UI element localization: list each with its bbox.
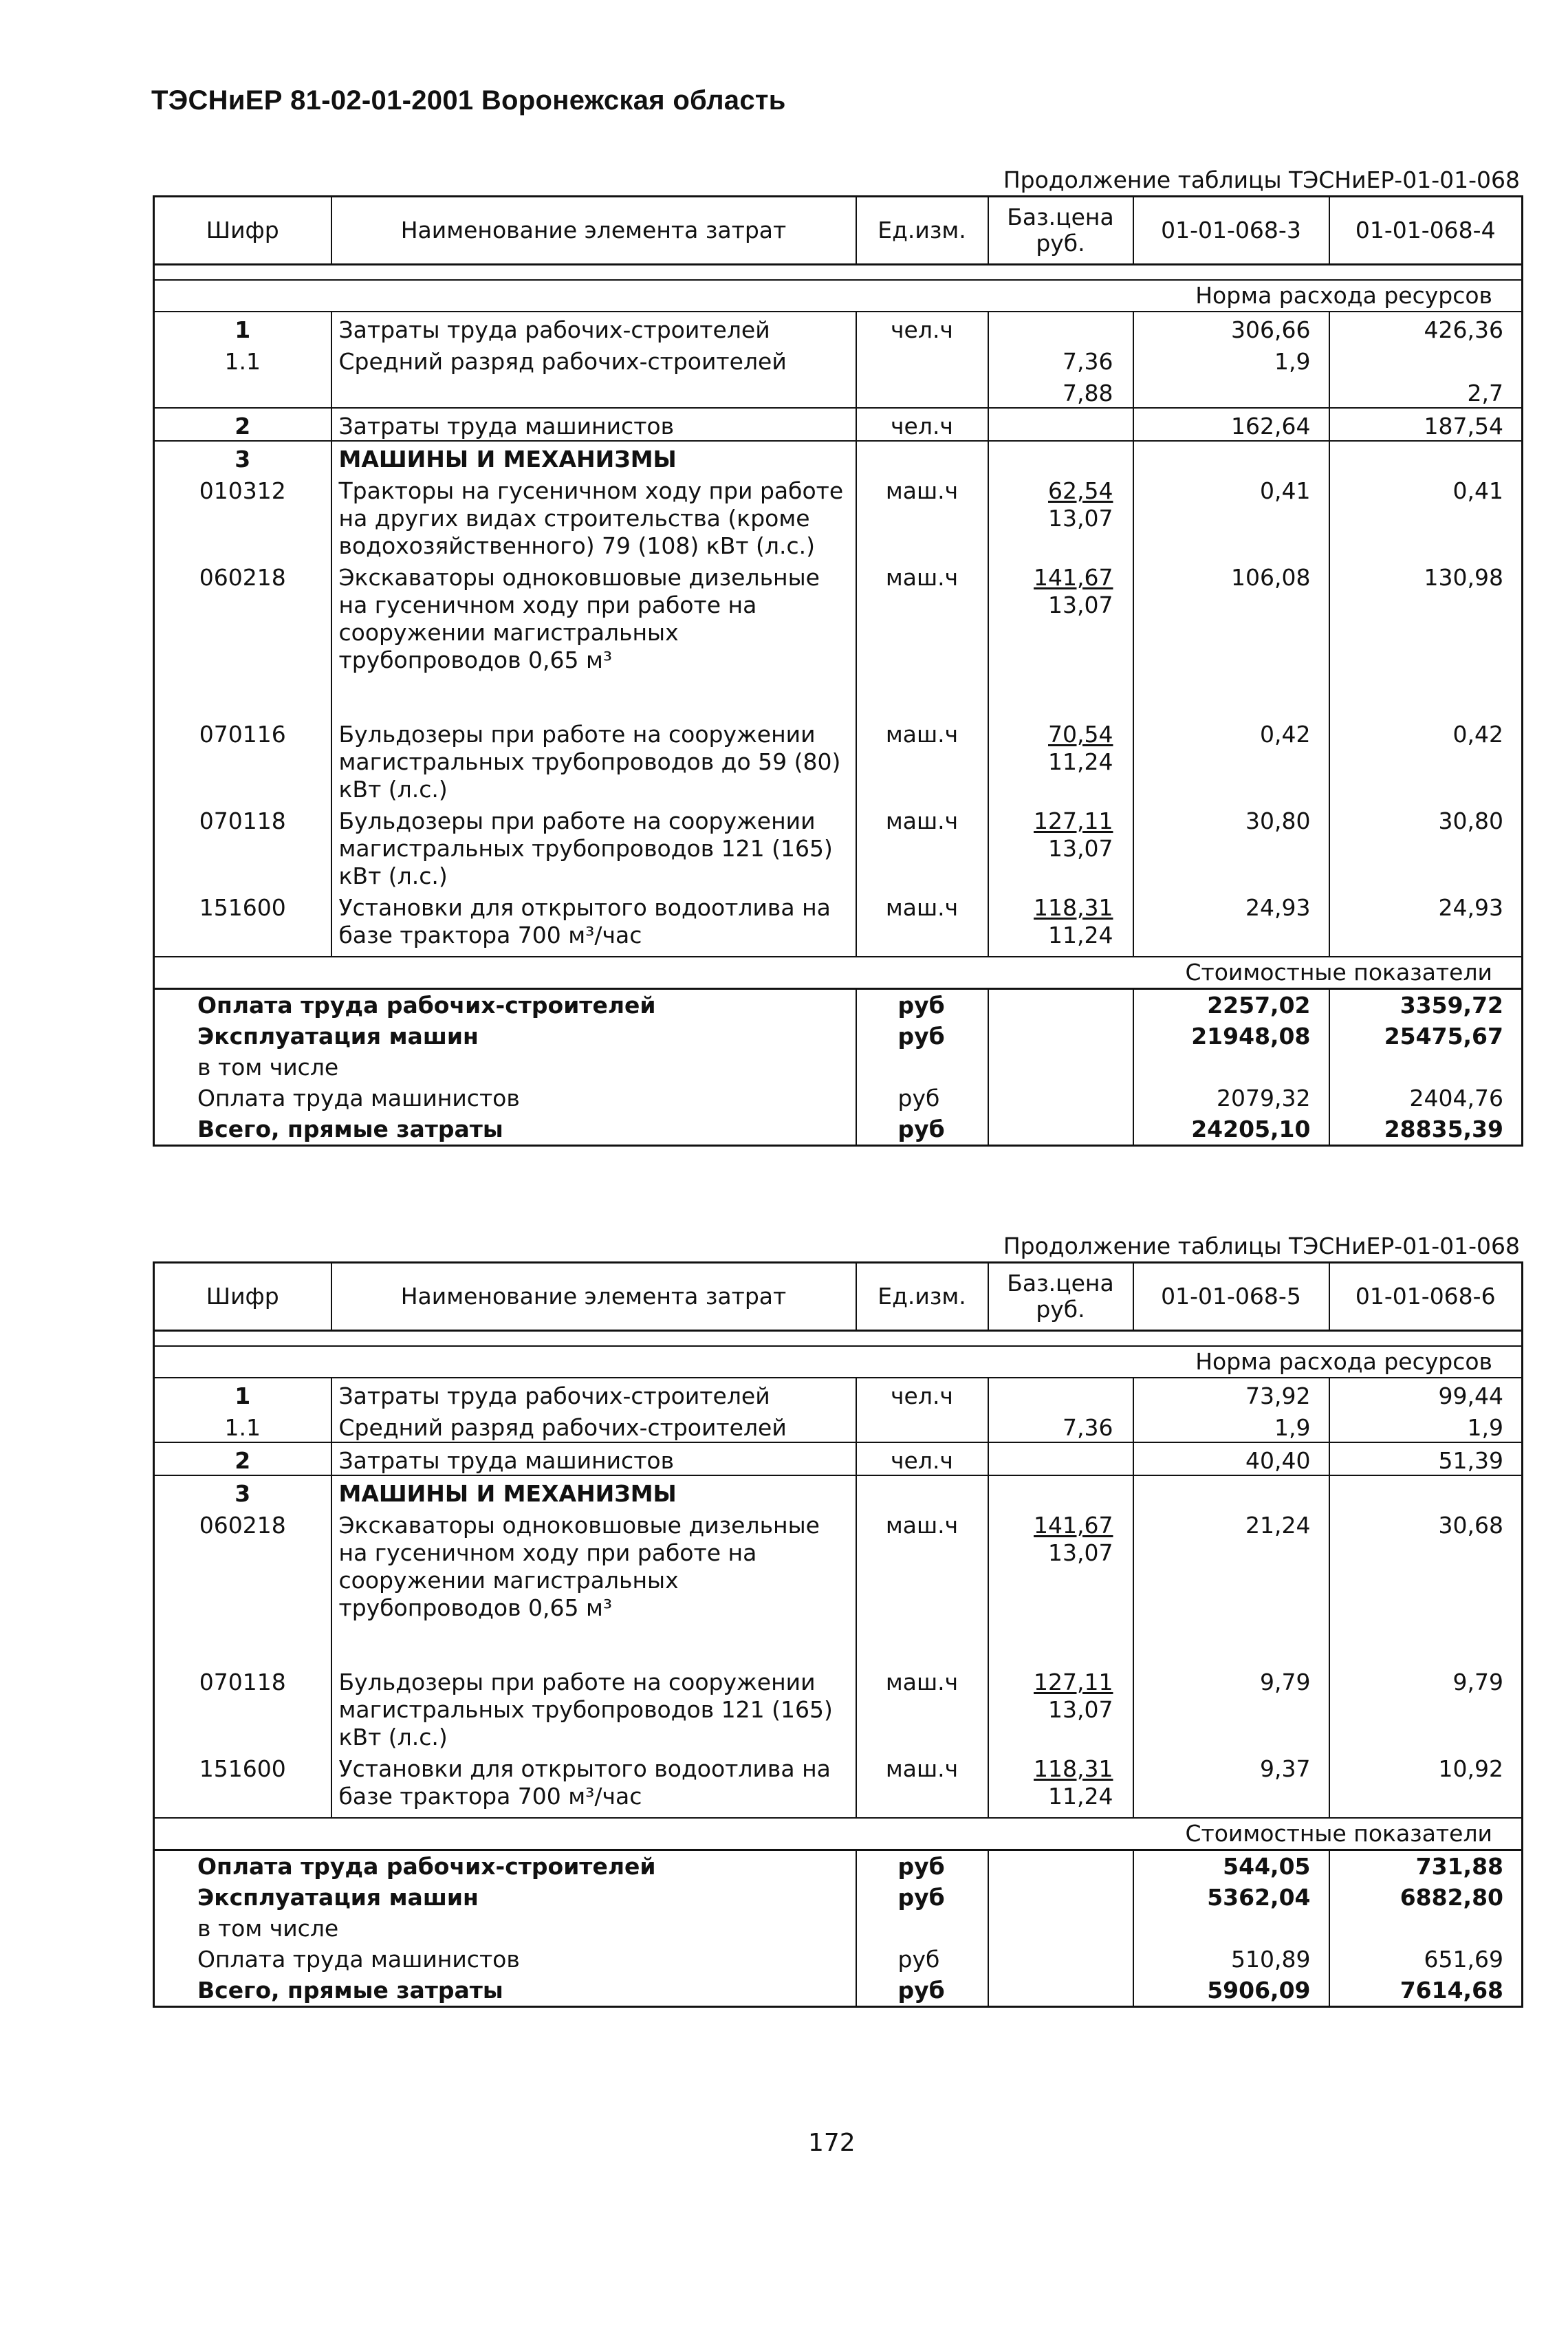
resource-norm-b: 1,9	[1329, 1410, 1523, 1442]
header-column-b: 01-01-068-4	[1329, 197, 1523, 265]
document-title: ТЭСНиЕР 81-02-01-2001 Воронежская область	[151, 85, 786, 116]
resource-code: 2	[154, 1442, 331, 1475]
resource-row	[154, 1410, 1523, 1442]
resource-base-price	[988, 560, 1133, 717]
resource-base-price	[988, 312, 1133, 344]
resource-name: Затраты труда машинистов	[331, 408, 856, 441]
resource-norm-b	[1329, 1475, 1523, 1508]
resource-name: Бульдозеры при работе на сооружении магистральных трубопроводов 121 (165) кВт (л.с.)	[331, 1665, 856, 1751]
resource-name: Бульдозеры при работе на сооружении магистральных трубопроводов 121 (165) кВт (л.с.)	[331, 803, 856, 890]
resource-base-price	[988, 1410, 1133, 1442]
header-unit: Ед.изм.	[856, 197, 988, 265]
table-header-row	[154, 1263, 1523, 1331]
resource-code: 3	[154, 441, 331, 473]
cost-value-a: 2079,32	[1133, 1083, 1329, 1114]
cost-item-price	[988, 1913, 1133, 1944]
cost-item-price	[988, 1882, 1133, 1913]
base-price-main: 127,11	[1034, 807, 1113, 834]
cost-item-name: Эксплуатация машин	[154, 1882, 856, 1913]
cost-value-a: 2257,02	[1133, 989, 1329, 1021]
resource-unit: маш.ч	[856, 803, 988, 890]
norm-band-row	[154, 280, 1523, 312]
resource-row	[154, 1475, 1523, 1508]
resource-norm-b: 130,98	[1329, 560, 1523, 717]
resource-name: Затраты труда рабочих-строителей	[331, 1378, 856, 1410]
resource-unit: маш.ч	[856, 1665, 988, 1751]
resource-code: 010312	[154, 473, 331, 560]
resource-norm-b: 30,68	[1329, 1508, 1523, 1665]
resource-name: Затраты труда рабочих-строителей	[331, 312, 856, 344]
norm-band-label: Норма расхода ресурсов	[154, 280, 1523, 312]
resource-norm-a: 21,24	[1133, 1508, 1329, 1665]
resource-row	[154, 344, 1523, 376]
resource-row	[154, 1442, 1523, 1475]
resource-norm-a: 30,80	[1133, 803, 1329, 890]
resource-norm-b: 9,79	[1329, 1665, 1523, 1751]
cost-value-a: 5906,09	[1133, 1975, 1329, 2007]
header-unit: Ед.изм.	[856, 1263, 988, 1331]
cost-item-name: в том числе	[154, 1052, 856, 1083]
cost-summary-row	[154, 1083, 1523, 1114]
cost-band-row	[154, 1818, 1523, 1850]
norm-table-block-1	[153, 165, 1521, 1147]
cost-item-unit: руб	[856, 1944, 988, 1975]
resource-base-price	[988, 890, 1133, 957]
cost-value-a: 24205,10	[1133, 1114, 1329, 1146]
cost-item-name: Оплата труда машинистов	[154, 1944, 856, 1975]
cost-item-price	[988, 989, 1133, 1021]
header-code: Шифр	[154, 197, 331, 265]
page-number: 172	[808, 2129, 856, 2157]
base-price-wage: 7,88	[1063, 380, 1113, 406]
resource-code: 070118	[154, 803, 331, 890]
resource-norm-b: 24,93	[1329, 890, 1523, 957]
resource-code	[154, 376, 331, 408]
resource-code: 060218	[154, 1508, 331, 1665]
cost-band-label: Стоимостные показатели	[154, 1818, 1523, 1850]
resource-row	[154, 803, 1523, 890]
resource-name: Экскаваторы одноковшовые дизельные на гусеничном ходу при работе на сооружении магистральных трубопроводов 0,65 м³	[331, 1508, 856, 1665]
resource-name: Средний разряд рабочих-строителей	[331, 344, 856, 376]
resource-norm-a: 9,37	[1133, 1751, 1329, 1818]
resource-norm-b: 2,7	[1329, 376, 1523, 408]
cost-summary-row	[154, 1975, 1523, 2007]
resource-norm-a: 1,9	[1133, 1410, 1329, 1442]
cost-item-price	[988, 1975, 1133, 2007]
cost-item-name: в том числе	[154, 1913, 856, 1944]
resource-norm-a: 73,92	[1133, 1378, 1329, 1410]
resource-norm-b: 10,92	[1329, 1751, 1523, 1818]
cost-value-b: 2404,76	[1329, 1083, 1523, 1114]
resource-unit	[856, 344, 988, 376]
resource-norm-a: 24,93	[1133, 890, 1329, 957]
resource-norm-a: 1,9	[1133, 344, 1329, 376]
cost-value-a: 5362,04	[1133, 1882, 1329, 1913]
base-price-main: 70,54	[1048, 721, 1113, 748]
norm-band-label: Норма расхода ресурсов	[154, 1346, 1523, 1378]
resource-row	[154, 473, 1523, 560]
resource-code: 3	[154, 1475, 331, 1508]
resource-norm-b: 30,80	[1329, 803, 1523, 890]
cost-value-a	[1133, 1913, 1329, 1944]
base-price-main: 118,31	[1034, 1755, 1113, 1782]
header-column-a: 01-01-068-3	[1133, 197, 1329, 265]
resource-unit	[856, 376, 988, 408]
resource-norm-b: 426,36	[1329, 312, 1523, 344]
resource-unit: чел.ч	[856, 1442, 988, 1475]
cost-summary-row	[154, 1850, 1523, 1883]
resource-row	[154, 560, 1523, 717]
cost-value-b: 651,69	[1329, 1944, 1523, 1975]
header-code: Шифр	[154, 1263, 331, 1331]
header-column-a: 01-01-068-5	[1133, 1263, 1329, 1331]
cost-summary-row	[154, 1021, 1523, 1052]
resource-name: Бульдозеры при работе на сооружении магистральных трубопроводов до 59 (80) кВт (л.с.)	[331, 717, 856, 803]
cost-item-name: Оплата труда рабочих-строителей	[154, 989, 856, 1021]
header-base-price: Баз.цена руб.	[988, 1263, 1133, 1331]
resource-norm-a: 306,66	[1133, 312, 1329, 344]
resource-code: 151600	[154, 1751, 331, 1818]
cost-item-unit: руб	[856, 1021, 988, 1052]
resource-name: Затраты труда машинистов	[331, 1442, 856, 1475]
cost-item-unit	[856, 1052, 988, 1083]
cost-summary-row	[154, 1882, 1523, 1913]
header-name: Наименование элемента затрат	[331, 1263, 856, 1331]
base-price-main: 62,54	[1048, 477, 1113, 504]
cost-summary-row	[154, 1944, 1523, 1975]
cost-item-name: Оплата труда рабочих-строителей	[154, 1850, 856, 1883]
base-price-wage: 13,07	[1048, 505, 1113, 532]
cost-value-b: 28835,39	[1329, 1114, 1523, 1146]
cost-value-a: 510,89	[1133, 1944, 1329, 1975]
spacer-row	[154, 1331, 1523, 1347]
cost-value-a: 544,05	[1133, 1850, 1329, 1883]
resource-base-price	[988, 344, 1133, 376]
resource-unit: чел.ч	[856, 1378, 988, 1410]
resource-base-price	[988, 1751, 1133, 1818]
resource-norm-a	[1133, 376, 1329, 408]
cost-value-b	[1329, 1052, 1523, 1083]
base-price-wage: 7,36	[1063, 1414, 1113, 1441]
resource-code: 1	[154, 1378, 331, 1410]
resource-norm-a	[1133, 1475, 1329, 1508]
cost-item-price	[988, 1021, 1133, 1052]
cost-band-row	[154, 957, 1523, 989]
resource-unit: чел.ч	[856, 408, 988, 441]
base-price-main: 141,67	[1034, 1512, 1113, 1539]
cost-item-unit: руб	[856, 1882, 988, 1913]
cost-value-b	[1329, 1913, 1523, 1944]
resource-unit: маш.ч	[856, 1508, 988, 1665]
cost-item-name: Оплата труда машинистов	[154, 1083, 856, 1114]
norm-table	[153, 195, 1523, 1147]
resource-base-price	[988, 1665, 1133, 1751]
cost-value-a	[1133, 1052, 1329, 1083]
base-price-wage: 11,24	[1048, 748, 1113, 775]
resource-name: Экскаваторы одноковшовые дизельные на гусеничном ходу при работе на сооружении магистральных трубопроводов 0,65 м³	[331, 560, 856, 717]
base-price-wage: 13,07	[1048, 835, 1113, 862]
cost-item-unit	[856, 1913, 988, 1944]
resource-code: 2	[154, 408, 331, 441]
cost-band-label: Стоимостные показатели	[154, 957, 1523, 989]
base-price-wage: 11,24	[1048, 922, 1113, 948]
resource-code: 1.1	[154, 344, 331, 376]
cost-value-b: 7614,68	[1329, 1975, 1523, 2007]
resource-norm-b: 0,42	[1329, 717, 1523, 803]
cost-value-b: 3359,72	[1329, 989, 1523, 1021]
resource-row	[154, 1751, 1523, 1818]
resource-norm-b: 0,41	[1329, 473, 1523, 560]
resource-row	[154, 1378, 1523, 1410]
resource-unit	[856, 1410, 988, 1442]
resource-base-price	[988, 803, 1133, 890]
resource-name	[331, 376, 856, 408]
resource-norm-a: 106,08	[1133, 560, 1329, 717]
resource-unit	[856, 441, 988, 473]
table-continuation-caption: Продолжение таблицы ТЭСНиЕР-01-01-068	[1003, 166, 1520, 193]
resource-base-price	[988, 1442, 1133, 1475]
base-price-wage: 13,07	[1048, 1696, 1113, 1723]
table-continuation-caption: Продолжение таблицы ТЭСНиЕР-01-01-068	[1003, 1233, 1520, 1259]
cost-item-price	[988, 1850, 1133, 1883]
cost-value-a: 21948,08	[1133, 1021, 1329, 1052]
resource-norm-b	[1329, 441, 1523, 473]
resource-unit: маш.ч	[856, 560, 988, 717]
cost-item-price	[988, 1083, 1133, 1114]
base-price-wage: 13,07	[1048, 1539, 1113, 1566]
resource-name: Установки для открытого водоотлива на базе трактора 700 м³/час	[331, 1751, 856, 1818]
resource-row	[154, 376, 1523, 408]
resource-norm-a: 9,79	[1133, 1665, 1329, 1751]
cost-item-unit: руб	[856, 1114, 988, 1146]
resource-row	[154, 717, 1523, 803]
header-column-b: 01-01-068-6	[1329, 1263, 1523, 1331]
resource-code: 151600	[154, 890, 331, 957]
norm-table	[153, 1261, 1523, 2008]
resource-base-price	[988, 376, 1133, 408]
resource-norm-b	[1329, 344, 1523, 376]
norm-table-block-2	[153, 1231, 1521, 2008]
resource-base-price	[988, 441, 1133, 473]
cost-item-name: Всего, прямые затраты	[154, 1114, 856, 1146]
cost-item-price	[988, 1944, 1133, 1975]
resource-name: МАШИНЫ И МЕХАНИЗМЫ	[331, 441, 856, 473]
cost-value-b: 6882,80	[1329, 1882, 1523, 1913]
resource-row	[154, 408, 1523, 441]
cost-item-unit: руб	[856, 1850, 988, 1883]
cost-summary-row	[154, 1114, 1523, 1146]
resource-code: 070116	[154, 717, 331, 803]
cost-item-price	[988, 1114, 1133, 1146]
resource-unit: маш.ч	[856, 717, 988, 803]
base-price-main: 141,67	[1034, 564, 1113, 591]
resource-name: Установки для открытого водоотлива на базе трактора 700 м³/час	[331, 890, 856, 957]
table-header-row	[154, 197, 1523, 265]
header-base-price: Баз.цена руб.	[988, 197, 1133, 265]
cost-item-unit: руб	[856, 1083, 988, 1114]
resource-norm-a: 0,42	[1133, 717, 1329, 803]
cost-item-unit: руб	[856, 989, 988, 1021]
resource-norm-a: 40,40	[1133, 1442, 1329, 1475]
resource-unit: маш.ч	[856, 1751, 988, 1818]
resource-unit	[856, 1475, 988, 1508]
resource-unit: чел.ч	[856, 312, 988, 344]
resource-norm-b: 51,39	[1329, 1442, 1523, 1475]
resource-row	[154, 890, 1523, 957]
resource-row	[154, 441, 1523, 473]
header-name: Наименование элемента затрат	[331, 197, 856, 265]
resource-code: 1	[154, 312, 331, 344]
resource-unit: маш.ч	[856, 890, 988, 957]
cost-value-b: 25475,67	[1329, 1021, 1523, 1052]
cost-summary-row	[154, 1052, 1523, 1083]
resource-code: 1.1	[154, 1410, 331, 1442]
resource-base-price	[988, 408, 1133, 441]
resource-unit: маш.ч	[856, 473, 988, 560]
cost-summary-row	[154, 989, 1523, 1021]
resource-row	[154, 1508, 1523, 1665]
cost-item-unit: руб	[856, 1975, 988, 2007]
spacer-row	[154, 265, 1523, 281]
resource-base-price	[988, 1378, 1133, 1410]
resource-code: 060218	[154, 560, 331, 717]
base-price-wage: 11,24	[1048, 1783, 1113, 1810]
cost-value-b: 731,88	[1329, 1850, 1523, 1883]
resource-base-price	[988, 1475, 1133, 1508]
base-price-main: 127,11	[1034, 1669, 1113, 1695]
resource-row	[154, 312, 1523, 344]
resource-code: 070118	[154, 1665, 331, 1751]
base-price-wage: 13,07	[1048, 592, 1113, 618]
norm-band-row	[154, 1346, 1523, 1378]
resource-norm-b: 187,54	[1329, 408, 1523, 441]
resource-base-price	[988, 473, 1133, 560]
cost-item-name: Всего, прямые затраты	[154, 1975, 856, 2007]
resource-norm-b: 99,44	[1329, 1378, 1523, 1410]
resource-base-price	[988, 717, 1133, 803]
resource-norm-a: 162,64	[1133, 408, 1329, 441]
resource-norm-a: 0,41	[1133, 473, 1329, 560]
resource-base-price	[988, 1508, 1133, 1665]
cost-item-price	[988, 1052, 1133, 1083]
cost-summary-row	[154, 1913, 1523, 1944]
base-price-wage: 7,36	[1063, 348, 1113, 375]
resource-norm-a	[1133, 441, 1329, 473]
base-price-main: 118,31	[1034, 894, 1113, 921]
cost-item-name: Эксплуатация машин	[154, 1021, 856, 1052]
resource-name: Средний разряд рабочих-строителей	[331, 1410, 856, 1442]
resource-row	[154, 1665, 1523, 1751]
resource-name: МАШИНЫ И МЕХАНИЗМЫ	[331, 1475, 856, 1508]
resource-name: Тракторы на гусеничном ходу при работе на других видах строительства (кроме водохозяйственного) 79 (108) кВт (л.с.)	[331, 473, 856, 560]
